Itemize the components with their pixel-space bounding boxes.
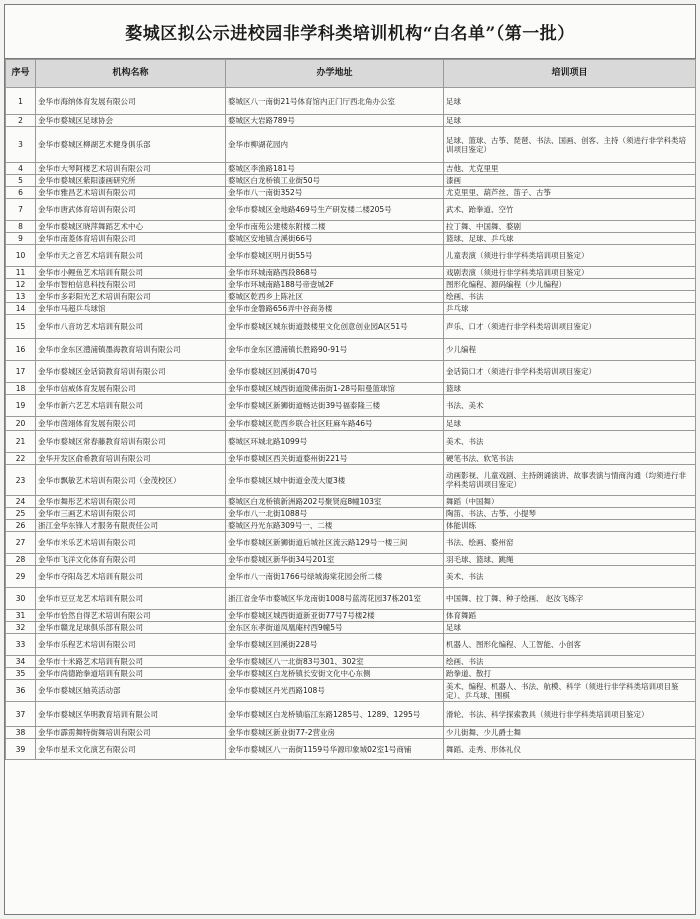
table-row (6, 199, 696, 221)
row-index: 32 (6, 622, 36, 634)
org-name: 金华市海纳体育发展有限公司 (36, 88, 226, 115)
org-name: 金华市雅昌艺术培训有限公司 (36, 187, 226, 199)
table-row (6, 465, 696, 496)
org-name: 金华开发区俞希教育培训有限公司 (36, 453, 226, 465)
programs: 金话筒口才（须进行非学科类培训项目鉴定） (444, 361, 696, 383)
org-name: 金华市十米路艺术培训有限公司 (36, 656, 226, 668)
row-index: 28 (6, 554, 36, 566)
table-row (6, 727, 696, 739)
programs: 体能训练 (444, 520, 696, 532)
address: 金华市婺城区城东街道鼓楼里文化创意创业园A区51号 (226, 315, 444, 339)
document-sheet (4, 4, 696, 915)
org-name: 金华市茵翊体育发展有限公司 (36, 417, 226, 431)
row-index: 15 (6, 315, 36, 339)
programs: 羽毛球、篮球、跳绳 (444, 554, 696, 566)
row-index: 31 (6, 610, 36, 622)
address: 金华市环城南路西段868号 (226, 267, 444, 279)
org-name: 金华市婺城区常春藤教育培训有限公司 (36, 431, 226, 453)
row-index: 12 (6, 279, 36, 291)
row-index: 30 (6, 588, 36, 610)
table-row (6, 279, 696, 291)
org-name: 金华市婺城区金话筒教育培训有限公司 (36, 361, 226, 383)
table-body (6, 88, 696, 760)
address: 金华市婺城区西关街道婺州街221号 (226, 453, 444, 465)
row-index: 23 (6, 465, 36, 496)
table-row (6, 315, 696, 339)
row-index: 7 (6, 199, 36, 221)
row-index: 3 (6, 127, 36, 163)
address: 婺城区李渔路181号 (226, 163, 444, 175)
org-name: 金华市八音坊艺术培训有限公司 (36, 315, 226, 339)
programs: 戏剧表演（须进行非学科类培训项目鉴定） (444, 267, 696, 279)
org-name: 金华市豆豆龙艺术培训有限公司 (36, 588, 226, 610)
org-name: 金华市婺城区轴英活动部 (36, 680, 226, 702)
org-name: 金华市赣龙足球俱乐部有限公司 (36, 622, 226, 634)
address: 婺城区八一南街21号体育馆内正门厅西北角办公室 (226, 88, 444, 115)
table-row (6, 702, 696, 727)
address: 金华市环城南路188号帝壹城2F (226, 279, 444, 291)
address: 金华市婺城区城西街道新亚街77号7号楼2楼 (226, 610, 444, 622)
address: 金东区东孝街道凤凰庵村西9幢5号 (226, 622, 444, 634)
programs: 绘画、书法 (444, 656, 696, 668)
row-index: 17 (6, 361, 36, 383)
table-row (6, 361, 696, 383)
address: 金华市八一北街1088号 (226, 508, 444, 520)
programs: 美术、编程、机器人、书法、航模、科学（须进行非学科类培训项目鉴定）、乒乓球、围棋 (444, 680, 696, 702)
programs: 武术、跆拳道、空竹 (444, 199, 696, 221)
programs: 乒乓球 (444, 303, 696, 315)
org-name: 金华市婺城区柳湖艺术健身俱乐部 (36, 127, 226, 163)
table-row (6, 496, 696, 508)
row-index: 39 (6, 739, 36, 760)
table-row (6, 520, 696, 532)
address: 金华市婺城区回溪街228号 (226, 634, 444, 656)
address: 金华市八一南街1766号绿城海棠花园会所二楼 (226, 566, 444, 588)
address: 金华市婺城区新狮街道后城社区流云路129号一楼三间 (226, 532, 444, 554)
programs: 机器人、图形化编程、人工智能、小创客 (444, 634, 696, 656)
org-name: 金华市米乐艺术培训有限公司 (36, 532, 226, 554)
row-index: 38 (6, 727, 36, 739)
row-index: 34 (6, 656, 36, 668)
row-index: 19 (6, 395, 36, 417)
table-row (6, 395, 696, 417)
programs: 足球 (444, 88, 696, 115)
address: 金华市婺城区城中街道金茂大厦3楼 (226, 465, 444, 496)
org-name: 金华市乐程艺术培训有限公司 (36, 634, 226, 656)
table-row (6, 566, 696, 588)
org-name: 金华市婺城区紫阳漆画研究所 (36, 175, 226, 187)
org-name: 金华市婺城区足球协会 (36, 115, 226, 127)
row-index: 5 (6, 175, 36, 187)
address: 金华市婺城区金地路469号生产研发楼二楼205号 (226, 199, 444, 221)
table-row (6, 233, 696, 245)
programs: 体育舞蹈 (444, 610, 696, 622)
programs: 足球、篮球、古筝、琵琶、书法、国画、创客、主持（须进行非学科类培训项目鉴定） (444, 127, 696, 163)
header-index: 序号 (6, 60, 36, 88)
address: 婺城区乾西乡上陈社区 (226, 291, 444, 303)
table-row (6, 291, 696, 303)
table-row (6, 245, 696, 267)
address: 金华市婺城区白龙桥镇长安街文化中心东侧 (226, 668, 444, 680)
org-name: 金华市南菱体育培训有限公司 (36, 233, 226, 245)
address: 婺城区白龙桥镇工业街50号 (226, 175, 444, 187)
org-name: 金华市霹雳舞特街舞培训有限公司 (36, 727, 226, 739)
org-name: 金华市恰然自得艺术培训有限公司 (36, 610, 226, 622)
programs: 动画影视、儿童戏剧、主持朗诵演讲、故事表演与情商沟通（均须进行非学科类培训项目鉴定） (444, 465, 696, 496)
org-name: 金华市婺城区华明教育培训有限公司 (36, 702, 226, 727)
org-name: 金华市大琴阿楼艺术培训有限公司 (36, 163, 226, 175)
programs: 吉他、尤克里里 (444, 163, 696, 175)
org-name: 金华市金东区澧浦镇墨海教育培训有限公司 (36, 339, 226, 361)
address: 金华市婺城区新业街77-2营业房 (226, 727, 444, 739)
programs: 篮球、足球、乒乓球 (444, 233, 696, 245)
table-row (6, 431, 696, 453)
programs: 篮球 (444, 383, 696, 395)
org-name: 金华市唐武体育培训有限公司 (36, 199, 226, 221)
row-index: 9 (6, 233, 36, 245)
programs: 少儿街舞、少儿爵士舞 (444, 727, 696, 739)
row-index: 4 (6, 163, 36, 175)
table-row (6, 588, 696, 610)
programs: 书法、美术 (444, 395, 696, 417)
org-name: 金华市夺阳岛艺术培训有限公司 (36, 566, 226, 588)
org-name: 金华市信威体育发展有限公司 (36, 383, 226, 395)
address: 金华市婺城区回溪街470号 (226, 361, 444, 383)
row-index: 22 (6, 453, 36, 465)
row-index: 14 (6, 303, 36, 315)
table-row (6, 656, 696, 668)
row-index: 1 (6, 88, 36, 115)
table-row (6, 187, 696, 199)
address: 金华市婺城区新华街34号201室 (226, 554, 444, 566)
table-header-row (6, 60, 696, 88)
programs: 美术、书法 (444, 431, 696, 453)
programs: 拉丁舞、中国舞、婺剧 (444, 221, 696, 233)
programs: 书法、绘画、婺州窑 (444, 532, 696, 554)
programs: 足球 (444, 417, 696, 431)
org-name: 金华市星禾文化演艺有限公司 (36, 739, 226, 760)
table-row (6, 634, 696, 656)
programs: 中国舞、拉丁舞、种子绘画、 赵汝飞练字 (444, 588, 696, 610)
row-index: 21 (6, 431, 36, 453)
page-title: 婺城区拟公示进校园非学科类培训机构“白名单”（第一批） (5, 5, 695, 59)
org-name: 金华市飞洋文化体育有限公司 (36, 554, 226, 566)
programs: 漆画 (444, 175, 696, 187)
org-name: 金华市小鲤鱼艺术培训有限公司 (36, 267, 226, 279)
programs: 尤克里里、葫芦丝、笛子、古筝 (444, 187, 696, 199)
header-org-name: 机构名称 (36, 60, 226, 88)
org-name: 金华市智柏信息科技有限公司 (36, 279, 226, 291)
org-name: 浙江金华东锋人才服务有限责任公司 (36, 520, 226, 532)
programs: 少儿编程 (444, 339, 696, 361)
address: 金华市金磐路656弄中谷商务楼 (226, 303, 444, 315)
address: 金华市南苑公建楼东附楼二楼 (226, 221, 444, 233)
address: 金华市婺城区明月街55号 (226, 245, 444, 267)
address: 婺城区大岩路789号 (226, 115, 444, 127)
address: 婺城区丹光东路309号一、二楼 (226, 520, 444, 532)
row-index: 37 (6, 702, 36, 727)
programs: 硬笔书法、软笔书法 (444, 453, 696, 465)
table-row (6, 127, 696, 163)
table-row (6, 417, 696, 431)
address: 浙江省金华市婺城区华龙南街1008号蓝湾花园37栋201室 (226, 588, 444, 610)
address: 金华市柳湖花园内 (226, 127, 444, 163)
row-index: 16 (6, 339, 36, 361)
org-name: 金华市多彩阳光艺术培训有限公司 (36, 291, 226, 303)
org-name: 金华市婺城区晓萍舞蹈艺术中心 (36, 221, 226, 233)
table-row (6, 610, 696, 622)
org-name: 金华市天之音艺术培训有限公司 (36, 245, 226, 267)
table-row (6, 739, 696, 760)
row-index: 10 (6, 245, 36, 267)
table-row (6, 680, 696, 702)
row-index: 8 (6, 221, 36, 233)
address: 金华市金东区澧浦镇长胜路90-91号 (226, 339, 444, 361)
address: 婺城区安地镇含溪街66号 (226, 233, 444, 245)
programs: 跆拳道、散打 (444, 668, 696, 680)
row-index: 36 (6, 680, 36, 702)
row-index: 18 (6, 383, 36, 395)
row-index: 35 (6, 668, 36, 680)
programs: 绘画、书法 (444, 291, 696, 303)
row-index: 6 (6, 187, 36, 199)
programs: 陶笛、书法、古筝、小提琴 (444, 508, 696, 520)
row-index: 33 (6, 634, 36, 656)
org-name: 金华市新六艺艺术培训有限公司 (36, 395, 226, 417)
table-row (6, 453, 696, 465)
programs: 足球 (444, 622, 696, 634)
table-row (6, 622, 696, 634)
org-name: 金华市舞彤艺术培训有限公司 (36, 496, 226, 508)
org-name: 金华市三画艺术培训有限公司 (36, 508, 226, 520)
address: 金华市八一南街352号 (226, 187, 444, 199)
org-name: 金华市马超乒乓球馆 (36, 303, 226, 315)
row-index: 2 (6, 115, 36, 127)
row-index: 27 (6, 532, 36, 554)
header-programs: 培训项目 (444, 60, 696, 88)
programs: 声乐、口才（须进行非学科类培训项目鉴定） (444, 315, 696, 339)
table-row (6, 668, 696, 680)
address: 金华市婺城区城西街道陇佛南街1-28号阳曼篮球馆 (226, 383, 444, 395)
address: 婺城区白龙桥镇新洲路202号聚贤庭8幢103室 (226, 496, 444, 508)
row-index: 29 (6, 566, 36, 588)
address: 金华市婺城区乾西乡联合社区旺麻车路46号 (226, 417, 444, 431)
table-row (6, 554, 696, 566)
org-name: 金华市飘敏艺术培训有限公司（金茂校区） (36, 465, 226, 496)
address: 金华市婺城区八一南街1159号华源印象城02室1号商铺 (226, 739, 444, 760)
table-row (6, 303, 696, 315)
table-row (6, 267, 696, 279)
programs: 儿童表演（须进行非学科类培训项目鉴定） (444, 245, 696, 267)
address: 金华市婺城区白龙桥镇临江东路1285号、1289、1295号 (226, 702, 444, 727)
table-row (6, 532, 696, 554)
table-row (6, 163, 696, 175)
address: 金华市婺城区丹光西路108号 (226, 680, 444, 702)
table-row (6, 88, 696, 115)
table-row (6, 508, 696, 520)
row-index: 26 (6, 520, 36, 532)
table-row (6, 339, 696, 361)
programs: 舞蹈（中国舞） (444, 496, 696, 508)
table-row (6, 383, 696, 395)
programs: 舞蹈、走秀、形体礼仪 (444, 739, 696, 760)
programs: 滑轮、书法、科学探索教具（须进行非学科类培训项目鉴定） (444, 702, 696, 727)
org-name: 金华市尚德跆拳道培训有限公司 (36, 668, 226, 680)
whitelist-table (5, 59, 696, 760)
row-index: 11 (6, 267, 36, 279)
table-row (6, 221, 696, 233)
table-row (6, 175, 696, 187)
address: 婺城区环城北路1099号 (226, 431, 444, 453)
address: 金华市婺城区新狮街道畅达街39号福泰隆三楼 (226, 395, 444, 417)
address: 金华市婺城区八一北街83号301、302室 (226, 656, 444, 668)
header-address: 办学地址 (226, 60, 444, 88)
programs: 美术、书法 (444, 566, 696, 588)
row-index: 20 (6, 417, 36, 431)
row-index: 25 (6, 508, 36, 520)
row-index: 13 (6, 291, 36, 303)
row-index: 24 (6, 496, 36, 508)
programs: 图形化编程、源码编程（少儿编程） (444, 279, 696, 291)
programs: 足球 (444, 115, 696, 127)
table-row (6, 115, 696, 127)
